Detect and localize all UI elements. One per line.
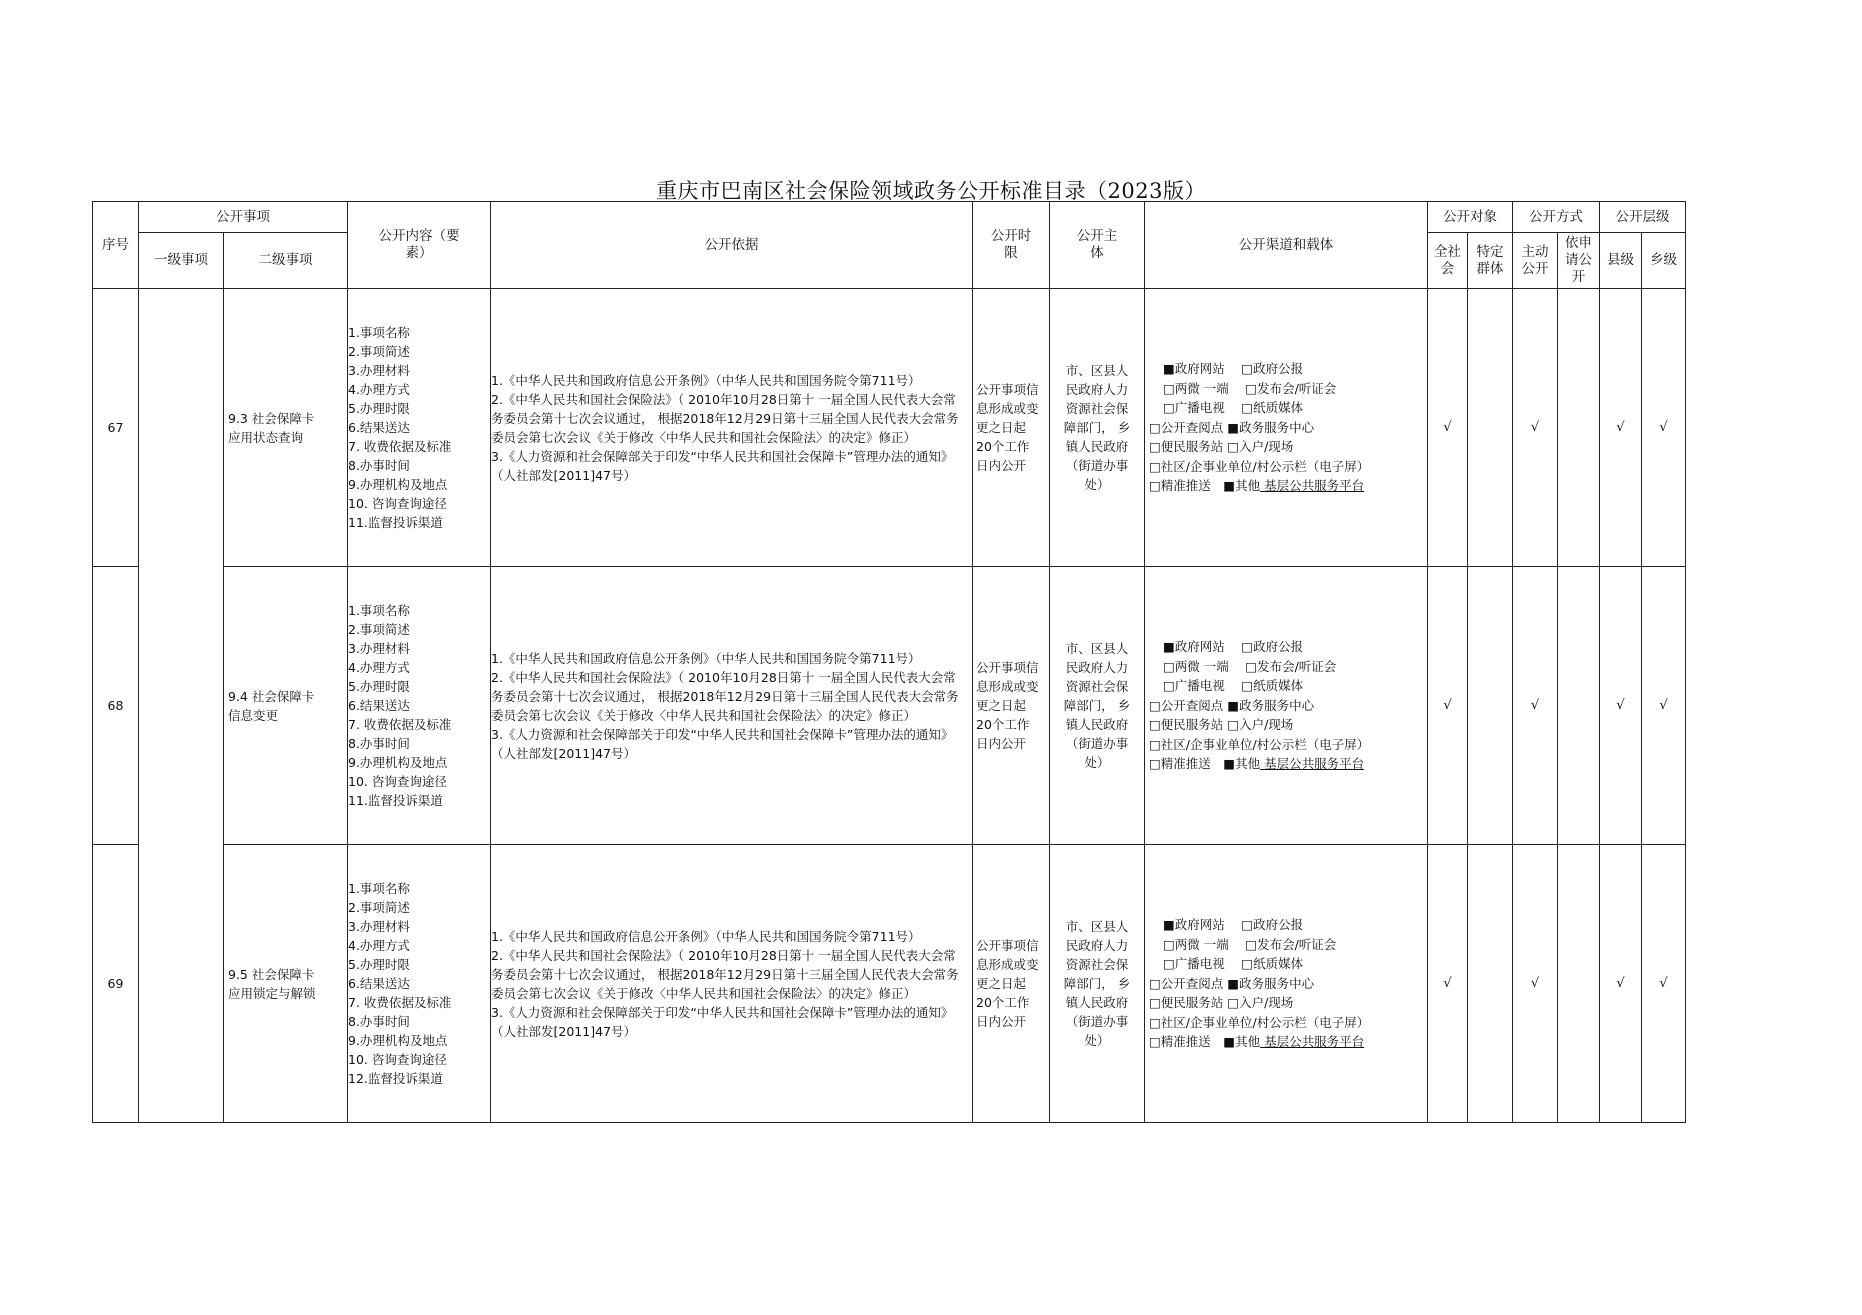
element-item: 3.办理材料 [348,363,410,378]
basis-item: 1.《中华人民共和国政府信息公开条例》（中华人民共和国国务院令第711号） [491,650,921,666]
element-item: 1.事项名称 [348,325,410,340]
basis-item: 1.《中华人民共和国政府信息公开条例》（中华人民共和国国务院令第711号） [491,372,921,388]
header-time-limit-label: 公开时限 [990,228,1032,261]
basis-item: 1.《中华人民共和国政府信息公开条例》（中华人民共和国国务院令第711号） [491,928,921,944]
header-target-all-label: 全社会 [1434,243,1461,277]
subject-text: 市、区县人民政府人力资源社会保障部门， 乡镇人民政府（街道办事处） [1063,641,1131,770]
channel-other-value: 基层公共服务平台 [1260,478,1365,494]
check-target-all: √ [1428,845,1468,1123]
channel-option: □精准推送 ■其他 基层公共服务平台 [1149,756,1365,772]
table-row [93,567,1686,845]
channel-option: □便民服务站 □入户/现场 [1149,995,1294,1011]
element-item: 3.办理材料 [348,919,410,934]
basis-item: 3.《人力资源和社会保障部关于印发“中华人民共和国社会保障卡”管理办法的通知》（人社部发[2011]47号） [491,448,954,483]
header-level2: 二级事项 [224,233,348,289]
element-item: 8.办事时间 [348,736,410,751]
document-title: 重庆市巴南区社会保险领域政务公开标准目录（2023版） [656,179,1206,203]
basis-list [491,371,972,485]
header-target-specific [1468,233,1513,289]
channel-list [1145,637,1427,774]
element-item: 8.办事时间 [348,458,410,473]
header-target-specific-label: 特定群体 [1476,243,1504,277]
check-mode-request [1558,289,1600,567]
channel-option: □广播电视 □纸质媒体 [1163,400,1304,416]
basis-item: 3.《人力资源和社会保障部关于印发“中华人民共和国社会保障卡”管理办法的通知》（人社部发[2011]47号） [491,1004,954,1039]
row-elements [348,289,491,567]
row-time-limit: 公开事项信息形成或变更之日起20个工作日内公开 [973,845,1050,1123]
element-item: 7. 收费依据及标准 [348,995,452,1010]
row-level2: 9.4 社会保障卡信息变更 [224,567,348,845]
channel-option: □社区/企事业单位/村公示栏（电子屏） [1149,458,1370,474]
element-item: 2.事项简述 [348,900,410,915]
channel-option: □两微 一端 □发布会/听证会 [1163,658,1337,674]
header-basis: 公开依据 [491,202,973,289]
check-mode-active: √ [1513,289,1558,567]
header-channel: 公开渠道和载体 [1145,202,1428,289]
row-channels [1145,289,1428,567]
channel-option: □精准推送 ■其他 基层公共服务平台 [1149,1034,1365,1050]
element-item: 11.监督投诉渠道 [348,515,443,530]
channel-option: □公开查阅点 ■政务服务中心 [1149,975,1315,991]
channel-other-value: 基层公共服务平台 [1260,756,1365,772]
table-row [93,289,1686,567]
channel-list [1145,359,1427,496]
header-time-limit [973,202,1050,289]
channel-option: □公开查阅点 ■政务服务中心 [1149,419,1315,435]
header-mode-active [1513,233,1558,289]
row-seq: 67 [93,289,139,567]
channel-option: □精准推送 ■其他 基层公共服务平台 [1149,478,1365,494]
channel-other-value: 基层公共服务平台 [1260,1034,1365,1050]
subject-text: 市、区县人民政府人力资源社会保障部门， 乡镇人民政府（街道办事处） [1063,363,1131,492]
header-target: 公开对象 [1428,202,1513,233]
header-layer: 公开层级 [1600,202,1686,233]
table-row [93,845,1686,1123]
check-layer-town: √ [1642,567,1686,845]
element-item: 2.事项简述 [348,344,410,359]
element-item: 10. 咨询查询途径 [348,774,447,789]
check-layer-county: √ [1600,845,1642,1123]
element-item: 9.办理机构及地点 [348,755,448,770]
element-item: 12.监督投诉渠道 [348,1071,443,1086]
check-target-all: √ [1428,567,1468,845]
element-item: 3.办理材料 [348,641,410,656]
row-level2: 9.3 社会保障卡应用状态查询 [224,289,348,567]
element-item: 2.事项简述 [348,622,410,637]
row-time-limit: 公开事项信息形成或变更之日起20个工作日内公开 [973,567,1050,845]
channel-option: □两微 一端 □发布会/听证会 [1163,936,1337,952]
basis-item: 2.《中华人民共和国社会保险法》（ 2010年10月28日第十 一届全国人民代表大会常务委员会第十七次会议通过， 根据2018年12月29日第十三届全国人民代表大会常务委员会第七次会议《关于修改〈中华人民共和国社会保险法〉的决定》修正） [491,669,959,723]
subject-text: 市、区县人民政府人力资源社会保障部门， 乡镇人民政府（街道办事处） [1063,919,1131,1048]
row-time-limit: 公开事项信息形成或变更之日起20个工作日内公开 [973,289,1050,567]
table-body [93,289,1686,1123]
element-item: 4.办理方式 [348,660,410,675]
basis-item: 2.《中华人民共和国社会保险法》（ 2010年10月28日第十 一届全国人民代表大会常务委员会第十七次会议通过， 根据2018年12月29日第十三届全国人民代表大会常务委员会第七次会议《关于修改〈中华人民共和国社会保险法〉的决定》修正） [491,947,959,1001]
header-layer-county: 县级 [1600,233,1642,289]
element-item: 6.结果送达 [348,698,410,713]
check-layer-county: √ [1600,567,1642,845]
row-seq: 68 [93,567,139,845]
basis-item: 3.《人力资源和社会保障部关于印发“中华人民共和国社会保障卡”管理办法的通知》（人社部发[2011]47号） [491,726,954,761]
header-level1: 一级事项 [139,233,224,289]
row-channels [1145,845,1428,1123]
header-matter: 公开事项 [139,202,348,233]
channel-option: □便民服务站 □入户/现场 [1149,717,1294,733]
element-item: 9.办理机构及地点 [348,1033,448,1048]
channel-option: □社区/企事业单位/村公示栏（电子屏） [1149,1014,1370,1030]
element-item: 8.办事时间 [348,1014,410,1029]
element-item: 11.监督投诉渠道 [348,793,443,808]
table-header [93,202,1686,289]
header-content-label: 公开内容（要素） [378,228,460,261]
element-item: 5.办理时限 [348,957,410,972]
header-mode-active-label: 主动公开 [1521,243,1549,277]
channel-option: ■政府网站 □政府公报 [1163,639,1304,655]
header-mode-request [1558,233,1600,289]
row-basis [491,289,973,567]
element-item: 1.事项名称 [348,881,410,896]
header-mode-request-label: 依申请公开 [1565,235,1592,285]
check-target-all: √ [1428,289,1468,567]
element-item: 5.办理时限 [348,401,410,416]
basis-item: 2.《中华人民共和国社会保险法》（ 2010年10月28日第十 一届全国人民代表大会常务委员会第十七次会议通过， 根据2018年12月29日第十三届全国人民代表大会常务委员会第七次会议《关于修改〈中华人民共和国社会保险法〉的决定》修正） [491,391,959,445]
element-item: 7. 收费依据及标准 [348,717,452,732]
channel-option: □广播电视 □纸质媒体 [1163,956,1304,972]
row-elements [348,567,491,845]
element-item: 1.事项名称 [348,603,410,618]
element-item: 10. 咨询查询途径 [348,1052,447,1067]
check-mode-request [1558,845,1600,1123]
element-item: 6.结果送达 [348,976,410,991]
row-elements [348,845,491,1123]
row-seq: 69 [93,845,139,1123]
row-subject [1050,845,1145,1123]
channel-option: ■政府网站 □政府公报 [1163,361,1304,377]
element-item: 5.办理时限 [348,679,410,694]
channel-option: □便民服务站 □入户/现场 [1149,439,1294,455]
elements-list [348,879,490,1088]
row-basis [491,845,973,1123]
channel-option: □广播电视 □纸质媒体 [1163,678,1304,694]
channel-list [1145,915,1427,1052]
check-mode-active: √ [1513,567,1558,845]
channel-option: ■政府网站 □政府公报 [1163,917,1304,933]
check-layer-town: √ [1642,289,1686,567]
basis-list [491,649,972,763]
elements-list [348,323,490,532]
element-item: 9.办理机构及地点 [348,477,448,492]
row-level1 [139,289,224,1123]
row-channels [1145,567,1428,845]
elements-list [348,601,490,810]
check-layer-town: √ [1642,845,1686,1123]
header-subject [1050,202,1145,289]
header-target-all [1428,233,1468,289]
element-item: 4.办理方式 [348,938,410,953]
element-item: 4.办理方式 [348,382,410,397]
row-subject [1050,567,1145,845]
check-target-specific [1468,567,1513,845]
channel-option: □两微 一端 □发布会/听证会 [1163,380,1337,396]
basis-list [491,927,972,1041]
element-item: 6.结果送达 [348,420,410,435]
check-target-specific [1468,289,1513,567]
header-layer-town: 乡级 [1642,233,1686,289]
channel-option: □社区/企事业单位/村公示栏（电子屏） [1149,736,1370,752]
disclosure-catalog-table [92,201,1686,1123]
row-subject [1050,289,1145,567]
header-content [348,202,491,289]
channel-option: □公开查阅点 ■政务服务中心 [1149,697,1315,713]
check-layer-county: √ [1600,289,1642,567]
header-seq: 序号 [93,202,139,289]
check-mode-request [1558,567,1600,845]
element-item: 10. 咨询查询途径 [348,496,447,511]
header-mode: 公开方式 [1513,202,1600,233]
element-item: 7. 收费依据及标准 [348,439,452,454]
row-basis [491,567,973,845]
header-subject-label: 公开主体 [1076,228,1118,261]
row-level2: 9.5 社会保障卡应用锁定与解锁 [224,845,348,1123]
check-target-specific [1468,845,1513,1123]
check-mode-active: √ [1513,845,1558,1123]
